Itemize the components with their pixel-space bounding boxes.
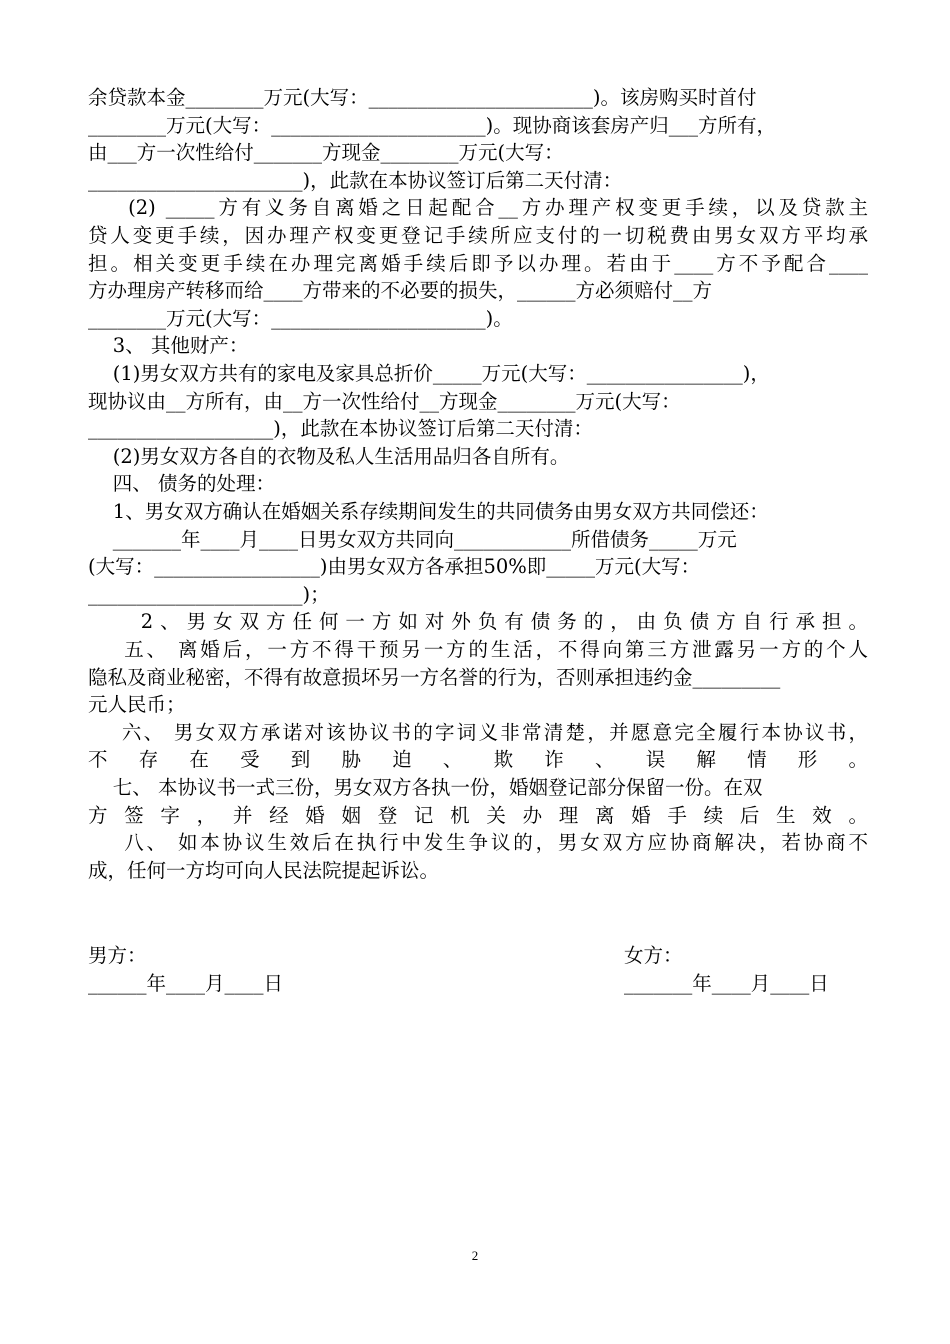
body-line: 六、 男女双方承诺对该协议书的字词义非常清楚，并愿意完全履行本协议书， [88, 720, 868, 744]
female-party-label: 女方： [624, 944, 683, 967]
body-line: 成，任何一方均可向人民法院提起诉讼。 [88, 858, 440, 882]
body-line: 不存在受到胁迫、欺诈、误解情形。 [88, 748, 868, 772]
body-line: 八、 如本协议生效后在执行中发生争议的，男女双方应协商解决，若协商不 [88, 831, 868, 855]
body-line: (2) _____方有义务自离婚之日起配合__方办理产权变更手续，以及贷款主 [88, 196, 868, 220]
body-line: 2、男女双方任何一方如对外负有债务的，由负债方自行承担。 [88, 610, 868, 634]
body-line: ______________________)； [88, 582, 330, 606]
body-line: ______________________)，此款在本协议签订后第二天付清： [88, 168, 623, 192]
body-line: ___________________)，此款在本协议签订后第二天付清： [88, 417, 593, 441]
body-line: 方签字，并经婚姻登记机关办理离婚手续后生效。 [88, 803, 868, 827]
body-line: ________万元(大写：______________________)。现协商该套房产归___方所有， [88, 113, 776, 137]
body-line: 七、 本协议书一式三份，男女双方各执一份，婚姻登记部分保留一份。在双 [88, 776, 763, 799]
body-line: (大写：_________________)由男女双方各承担50%即_____万元(大写： [88, 555, 701, 579]
male-party-label: 男方： [88, 944, 147, 967]
body-line: 五、 离婚后，一方不得干预另一方的生活，不得向第三方泄露另一方的个人 [88, 638, 868, 661]
body-line: 贷人变更手续，因办理产权变更登记手续所应支付的一切税费由男女双方平均承 [88, 224, 868, 247]
body-line: ________万元(大写：______________________)。 [88, 306, 513, 330]
body-line: (1)男女双方共有的家电及家具总折价_____万元(大写：________________)， [88, 362, 770, 385]
body-line: 担。相关变更手续在办理完离婚手续后即予以办理。若由于____方不予配合____ [88, 251, 868, 275]
body-line: 余贷款本金________万元(大写：_______________________)。该房购买时首付 [88, 86, 757, 109]
female-party-date: _______年____月____日 [624, 972, 829, 995]
body-line: (2)男女双方各自的衣物及私人生活用品归各自所有。 [88, 444, 570, 468]
body-line: _______年____月____日男女双方共同向____________所借债务_____万元 [88, 527, 737, 551]
body-line: 四、 债务的处理： [88, 472, 275, 496]
male-party-date: ______年____月____日 [88, 972, 284, 995]
body-line: 由___方一次性给付_______方现金________万元(大写： [88, 141, 564, 165]
body-line: 现协议由__方所有，由__方一次性给付__方现金________万元(大写： [88, 389, 681, 413]
body-line: 3、 其他财产： [88, 334, 249, 358]
body-line: 元人民币； [88, 693, 186, 717]
body-line: 方办理房产转移而给____方带来的不必要的损失，______方必须赔付__方 [88, 279, 713, 303]
body-line: 1、男女双方确认在婚姻关系存续期间发生的共同债务由男女双方共同偿还： [88, 500, 769, 523]
page-number: 2 [471, 1248, 479, 1263]
body-line: 隐私及商业秘密，不得有故意损坏另一方名誉的行为，否则承担违约金_________ [88, 665, 781, 689]
